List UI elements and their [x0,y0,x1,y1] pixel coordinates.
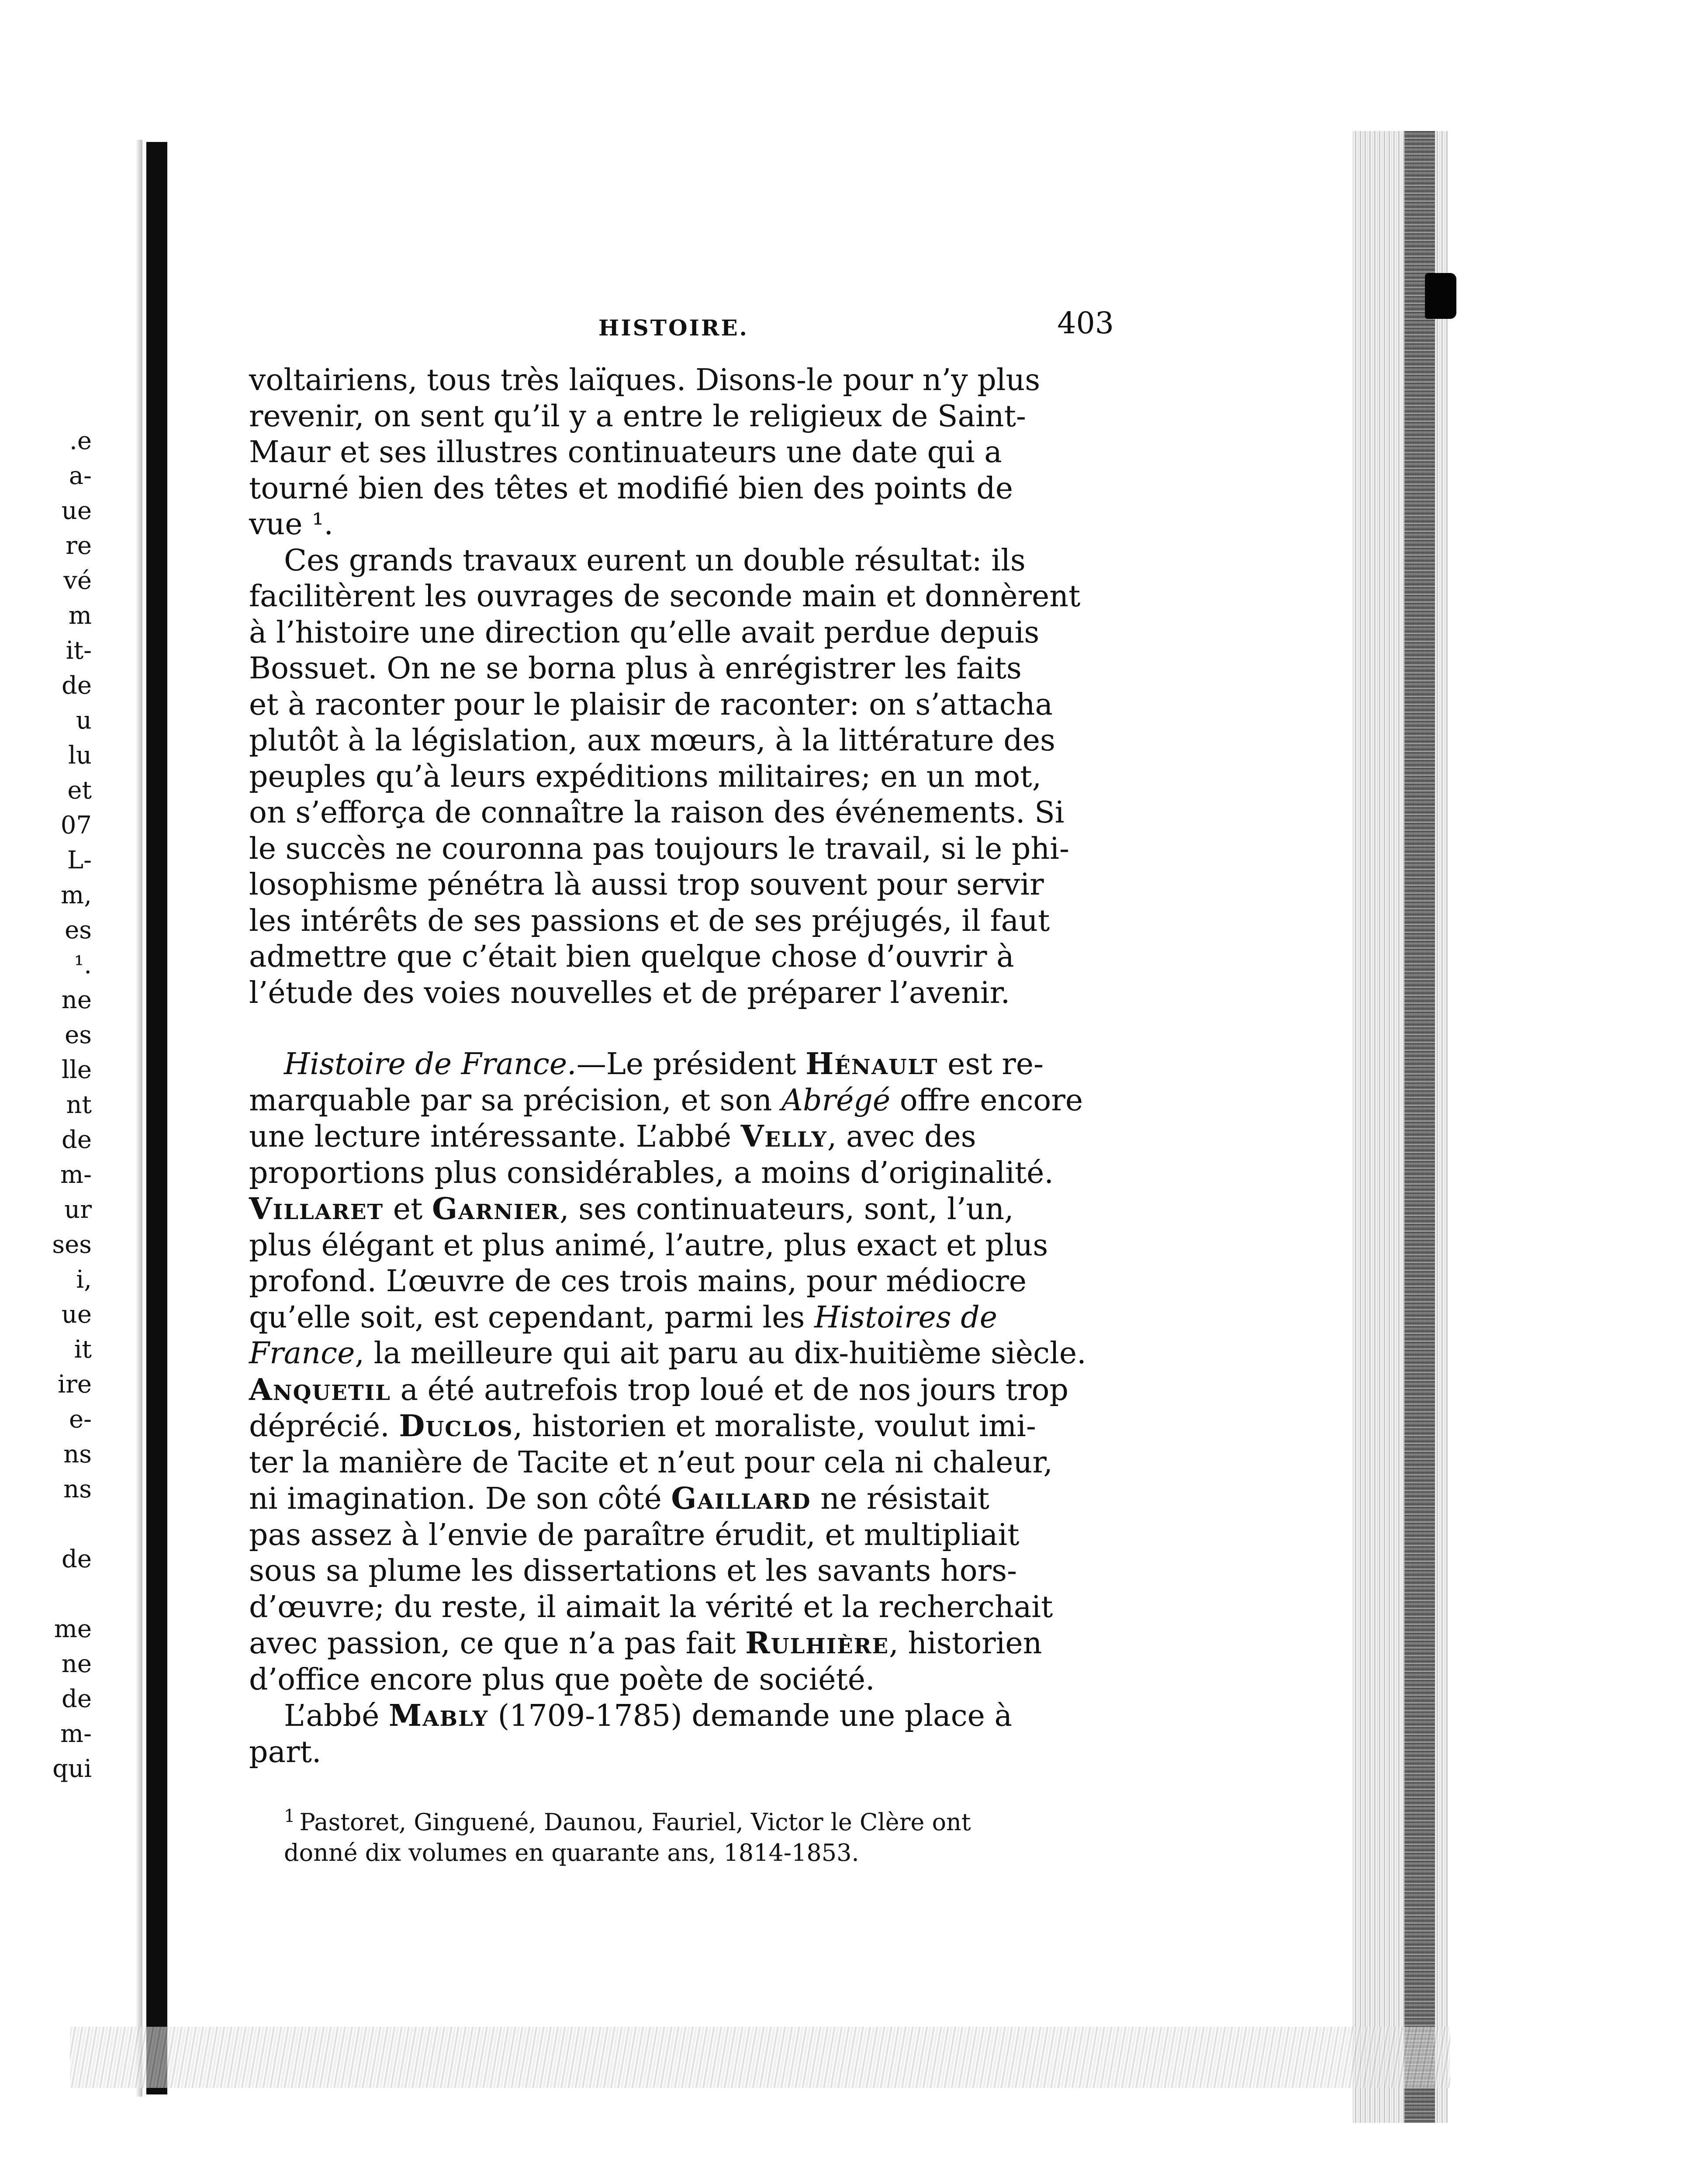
text-line: l’étude des voies nouvelles et de préparer l’avenir. [249,975,1010,1010]
fragment-line: qui [52,1755,92,1783]
text-fragment: , la meilleure qui ait paru au dix-huitième siècle. [355,1336,1086,1371]
page-body [249,301,1114,1868]
fragment-line: i, [76,1265,92,1294]
fragment-line: ire [58,1370,92,1399]
text-line [249,1191,1114,1228]
text-fragment: avec passion, ce que n’a pas fait [249,1626,746,1661]
fragment-line: de [62,1126,92,1154]
fragment-line: it [74,1335,92,1364]
text-line: revenir, on sent qu’il y a entre le religieux de Saint- [249,399,1026,434]
text-line [249,1698,1114,1735]
running-title: HISTOIRE. [598,315,749,341]
text-line: part. [249,1735,322,1769]
text-fragment: déprécié. [249,1409,399,1444]
fragment-line: ses [52,1230,92,1259]
fragment-line: ns [63,1440,92,1469]
text-fragment: offre encore [890,1083,1083,1118]
text-line: pas assez à l’envie de paraître érudit, et multipliait [249,1517,1020,1552]
footnote [249,1801,1114,1868]
paragraph-1 [249,363,1114,543]
text-line: sous sa plume les dissertations et les savants hors- [249,1554,1017,1588]
paragraph-2 [249,543,1114,1012]
running-head [249,301,1114,363]
fragment-line [9,1507,96,1542]
text-line: admettre que c’était bien quelque chose d’ouvrir à [249,940,1014,974]
author-name: Gaillard [671,1481,811,1516]
text-line: à l’histoire une direction qu’elle avait perdue depuis [249,615,1040,650]
text-fragment: qu’elle soit, est cependant, parmi les [249,1300,814,1335]
text-line [249,1372,1114,1409]
author-name: Hénault [806,1047,938,1082]
text-fragment: L’abbé [284,1699,389,1733]
text-line: ter la manière de Tacite et n’eut pour cela ni chaleur, [249,1445,1053,1480]
author-name: Rulhière [745,1626,889,1661]
fragment-line: ue [61,497,92,525]
author-name: Garnier [432,1192,560,1227]
author-name: Villaret [249,1192,384,1227]
fragment-line: ue [61,1300,92,1329]
gutter-shadow [135,140,142,2097]
text-line [249,1300,1114,1336]
page-tab-marker [1425,273,1456,319]
book-title: Abrégé [781,1083,891,1118]
text-fragment: ne résistait [811,1482,989,1516]
text-line [249,1408,1114,1445]
text-line: losophisme pénétra là aussi trop souvent pour servir [249,867,1044,902]
text-fragment: ni imagination. De son côté [249,1482,671,1516]
fragment-line: m, [61,881,92,909]
fragment-line: lle [62,1056,92,1084]
text-fragment: et [384,1192,432,1227]
fragment-line: re [66,532,92,560]
text-line: les intérêts de ses passions et de ses préjugés, il faut [249,903,1050,938]
author-name: Mably [388,1698,488,1733]
text-fragment: , historien et moraliste, voulut imi- [513,1409,1036,1444]
paragraph-3 [249,1046,1114,1698]
text-line: peuples qu’à leurs expéditions militaires; en un mot, [249,759,1042,794]
fragment-line: me [54,1615,92,1643]
paragraph-4 [249,1698,1114,1770]
text-fragment: , ses continuateurs, sont, l’un, [559,1192,1014,1227]
text-fragment: —Le président [576,1047,806,1082]
fragment-line: m- [60,1720,92,1748]
text-fragment: est re- [938,1047,1044,1082]
text-line [249,1119,1114,1155]
text-line [249,1083,1114,1119]
text-line: d’œuvre; du reste, il aimait la vérité et la recherchait [249,1590,1053,1624]
text-line: on s’efforça de connaître la raison des événements. Si [249,795,1065,830]
text-fragment: une lecture intéressante. L’abbé [249,1120,741,1154]
page-edge-bottom [70,2027,1450,2088]
text-line: Bossuet. On ne se borna plus à enrégistrer les faits [249,651,1022,686]
text-line: facilitèrent les ouvrages de seconde main et donnèrent [249,579,1081,614]
text-line: et à raconter pour le plaisir de raconter: on s’attacha [249,687,1053,722]
text-line: tourné bien des têtes et modifié bien des points de [249,471,1013,506]
fragment-line: a- [69,462,92,490]
text-line [249,1625,1114,1662]
author-name: Velly [740,1119,827,1154]
page-edge-dark [1404,131,1435,2123]
author-name: Anquetil [249,1372,391,1407]
text-line: proportions plus considérables, a moins d’originalité. [249,1155,1054,1190]
footnote-text: Pastoret, Ginguené, Daunou, Fauriel, Victor le Clère ont [299,1808,971,1836]
fragment-line: vé [63,567,92,595]
author-name: Duclos [399,1409,513,1444]
text-fragment: (1709-1785) demande une place à [488,1699,1013,1733]
fragment-line: e- [69,1405,92,1434]
text-fragment: , historien [889,1626,1042,1661]
fragment-line: de [62,671,92,700]
fragment-line: es [65,916,92,944]
fragment-line: nt [66,1091,92,1119]
previous-page-fragments [9,424,96,1909]
footnote-marker: 1 [284,1806,295,1826]
text-line [249,1481,1114,1517]
fragment-line: ne [61,1650,92,1678]
text-line: d’office encore plus que poète de société. [249,1662,875,1697]
fragment-line: de [62,1545,92,1573]
fragment-line: ¹. [74,951,92,979]
fragment-line: it- [66,636,92,665]
book-title: France [249,1336,355,1371]
fragment-line: lu [68,741,92,770]
fragment-line: 07 [60,811,92,840]
fragment-line: m- [60,1161,92,1189]
section-heading: Histoire de France. [284,1047,577,1082]
fragment-line: es [65,1021,92,1049]
text-line: vue ¹. [249,507,333,542]
fragment-line: m [68,601,92,630]
footnote-line [284,1801,1114,1838]
book-title: Histoires de [814,1300,997,1335]
fragment-line: u [76,706,92,735]
text-fragment: marquable par sa précision, et son [249,1083,781,1118]
fragment-line: et [67,776,92,805]
text-line: profond. L’œuvre de ces trois mains, pour médiocre [249,1264,1027,1299]
text-line [249,1046,1114,1083]
book-spine [146,142,167,2094]
footnote-line: donné dix volumes en quarante ans, 1814-1853. [284,1839,859,1866]
text-line: plutôt à la législation, aux mœurs, à la littérature des [249,723,1055,758]
text-line: le succès ne couronna pas toujours le travail, si le phi- [249,831,1069,866]
fragment-line: .e [69,427,92,455]
fragment-line: de [62,1685,92,1713]
fragment-line [9,1577,96,1612]
fragment-line: ne [61,986,92,1014]
fragment-line: L- [67,846,92,874]
text-line [249,1336,1114,1372]
fragment-line: ns [63,1475,92,1503]
page-number: 403 [1057,306,1114,341]
text-line: Ces grands travaux eurent un double résultat: ils [284,543,1026,578]
text-line: voltairiens, tous très laïques. Disons-le pour n’y plus [249,363,1041,397]
text-line: Maur et ses illustres continuateurs une date qui a [249,435,1002,470]
paragraph-gap [249,1011,1114,1046]
text-line: plus élégant et plus animé, l’autre, plus exact et plus [249,1228,1048,1263]
fragment-line: ur [64,1196,92,1224]
text-fragment: , avec des [827,1120,976,1154]
text-fragment: a été autrefois trop loué et de nos jours trop [391,1372,1069,1407]
